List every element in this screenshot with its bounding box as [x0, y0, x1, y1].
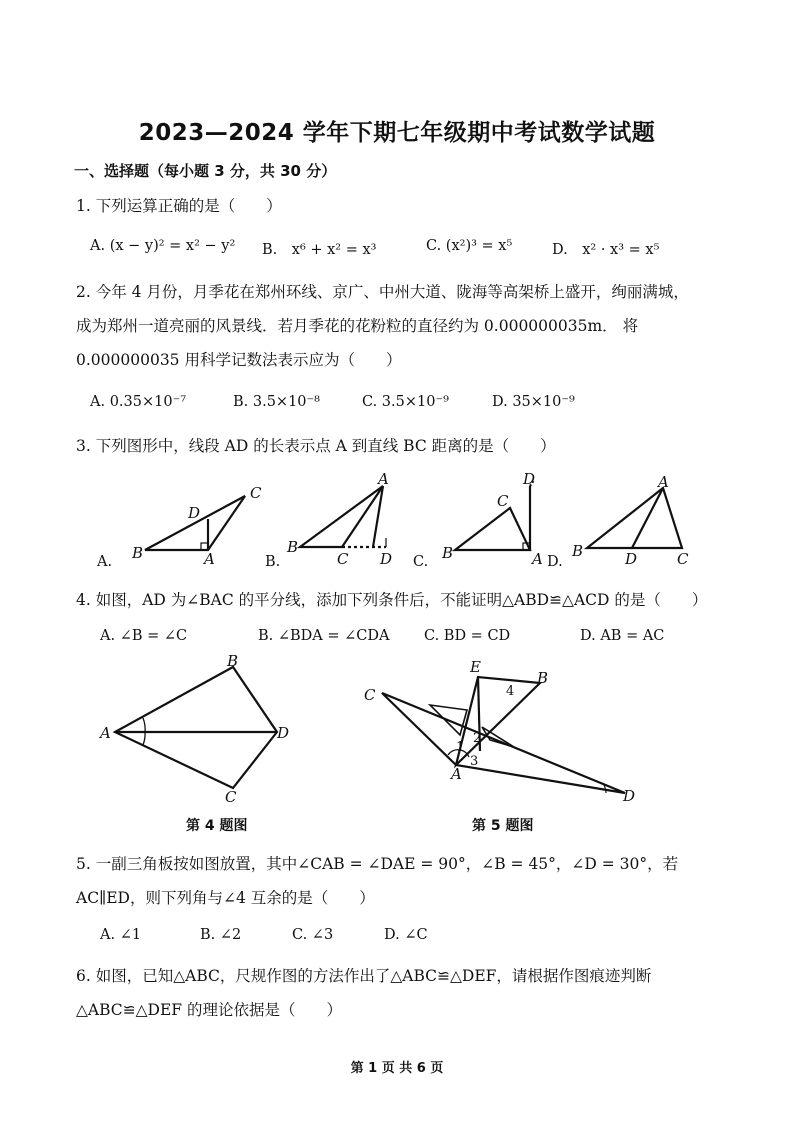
svg-text:D: D	[625, 550, 638, 568]
svg-text:B: B	[227, 652, 239, 670]
svg-text:A: A	[100, 724, 111, 742]
question-1-option-b: B. x⁶ + x² = x³	[262, 242, 377, 258]
question-2-line-3: 0.000000035 用科学记数法表示应为（ ）	[76, 351, 402, 369]
question-2-option-a: A. 0.35×10⁻⁷	[90, 394, 187, 410]
svg-text:D: D	[523, 470, 536, 488]
svg-text:D: D	[623, 787, 636, 805]
figure-c-triangle	[455, 480, 534, 550]
question-3-label-a: A.	[97, 554, 113, 570]
svg-text:E: E	[470, 658, 481, 676]
svg-text:C: C	[677, 550, 689, 568]
question-6-line-2: △ABC≌△DEF 的理论依据是（ ）	[76, 1001, 342, 1019]
question-4-option-c: C. BD = CD	[424, 628, 511, 644]
svg-text:C: C	[250, 484, 262, 502]
svg-text:A: A	[658, 473, 669, 491]
question-5-option-a: A. ∠1	[100, 927, 142, 943]
question-2-line-2: 成为郑州一道亮丽的风景线．若月季花的花粉粒的直径约为 0.000000035m． 将	[76, 317, 639, 335]
question-6-line-1: 6. 如图，已知△ABC，尺规作图的方法作出了△ABC≌△DEF，请根据作图痕迹判断	[76, 967, 652, 985]
figure-4-caption: 第 4 题图	[186, 818, 248, 834]
figure-5-set-squares	[360, 655, 650, 810]
question-1-option-a: A. (x − y)² = x² − y²	[90, 238, 236, 254]
svg-text:C: C	[364, 686, 376, 704]
question-5-option-d: D. ∠C	[384, 927, 428, 943]
svg-text:2: 2	[473, 731, 482, 746]
svg-text:B: B	[287, 538, 299, 556]
svg-text:A: A	[532, 550, 543, 568]
svg-text:A: A	[451, 765, 462, 783]
svg-text:D: D	[277, 724, 290, 742]
question-2-option-b: B. 3.5×10⁻⁸	[233, 394, 320, 410]
svg-text:B: B	[442, 544, 454, 562]
figure-5-caption: 第 5 题图	[472, 818, 534, 834]
svg-text:1: 1	[456, 740, 465, 755]
question-2-line-1: 2. 今年 4 月份，月季花在郑州环线、京广、中州大道、陇海等高架桥上盛开，绚丽满城，	[76, 283, 689, 301]
question-5-option-c: C. ∠3	[292, 927, 334, 943]
svg-text:D: D	[188, 504, 201, 522]
svg-text:B: B	[572, 542, 584, 560]
question-5-line-1: 5. 一副三角板按如图放置，其中∠CAB = ∠DAE = 90°，∠B = 45°，∠D = 30°，若	[76, 855, 679, 873]
svg-text:4: 4	[506, 684, 515, 699]
question-3-stem: 3. 下列图形中，线段 AD 的长表示点 A 到直线 BC 距离的是（ ）	[76, 437, 556, 455]
question-4-option-a: A. ∠B = ∠C	[100, 628, 188, 644]
question-4-option-b: B. ∠BDA = ∠CDA	[258, 628, 390, 644]
svg-text:C: C	[337, 550, 349, 568]
svg-text:B: B	[537, 669, 549, 687]
question-5-line-2: AC∥ED，则下列角与∠4 互余的是（ ）	[76, 889, 375, 907]
figure-d-triangle	[587, 488, 682, 548]
svg-text:A: A	[204, 550, 215, 568]
question-3-figures	[90, 470, 730, 575]
page-footer: 第 1 页 共 6 页	[350, 1061, 444, 1076]
svg-text:C: C	[497, 492, 509, 510]
question-1-option-d: D. x² · x³ = x⁵	[552, 242, 660, 258]
section-heading: 一、选择题（每小题 3 分，共 30 分）	[74, 162, 337, 180]
question-1-stem: 1. 下列运算正确的是（ ）	[76, 197, 282, 215]
exam-title: 2023—2024 学年下期七年级期中考试数学试题	[138, 120, 656, 146]
question-1-option-c: C. (x²)³ = x⁵	[426, 238, 513, 254]
question-2-option-c: C. 3.5×10⁻⁹	[362, 394, 449, 410]
question-5-option-b: B. ∠2	[200, 927, 242, 943]
svg-text:3: 3	[470, 754, 479, 769]
svg-text:B: B	[132, 544, 144, 562]
question-3-label-d: D.	[547, 554, 563, 570]
figure-b-triangle	[300, 486, 386, 547]
svg-text:C: C	[225, 788, 237, 806]
question-3-label-c: C.	[413, 554, 429, 570]
svg-text:D: D	[380, 550, 393, 568]
figure-4-kite	[95, 652, 305, 812]
question-4-option-d: D. AB = AC	[580, 628, 665, 644]
question-3-label-b: B.	[265, 554, 281, 570]
svg-text:A: A	[378, 470, 389, 488]
question-4-stem: 4. 如图，AD 为∠BAC 的平分线，添加下列条件后，不能证明△ABD≌△ACD 的是（ ）	[76, 591, 708, 609]
question-2-option-d: D. 35×10⁻⁹	[492, 394, 575, 410]
